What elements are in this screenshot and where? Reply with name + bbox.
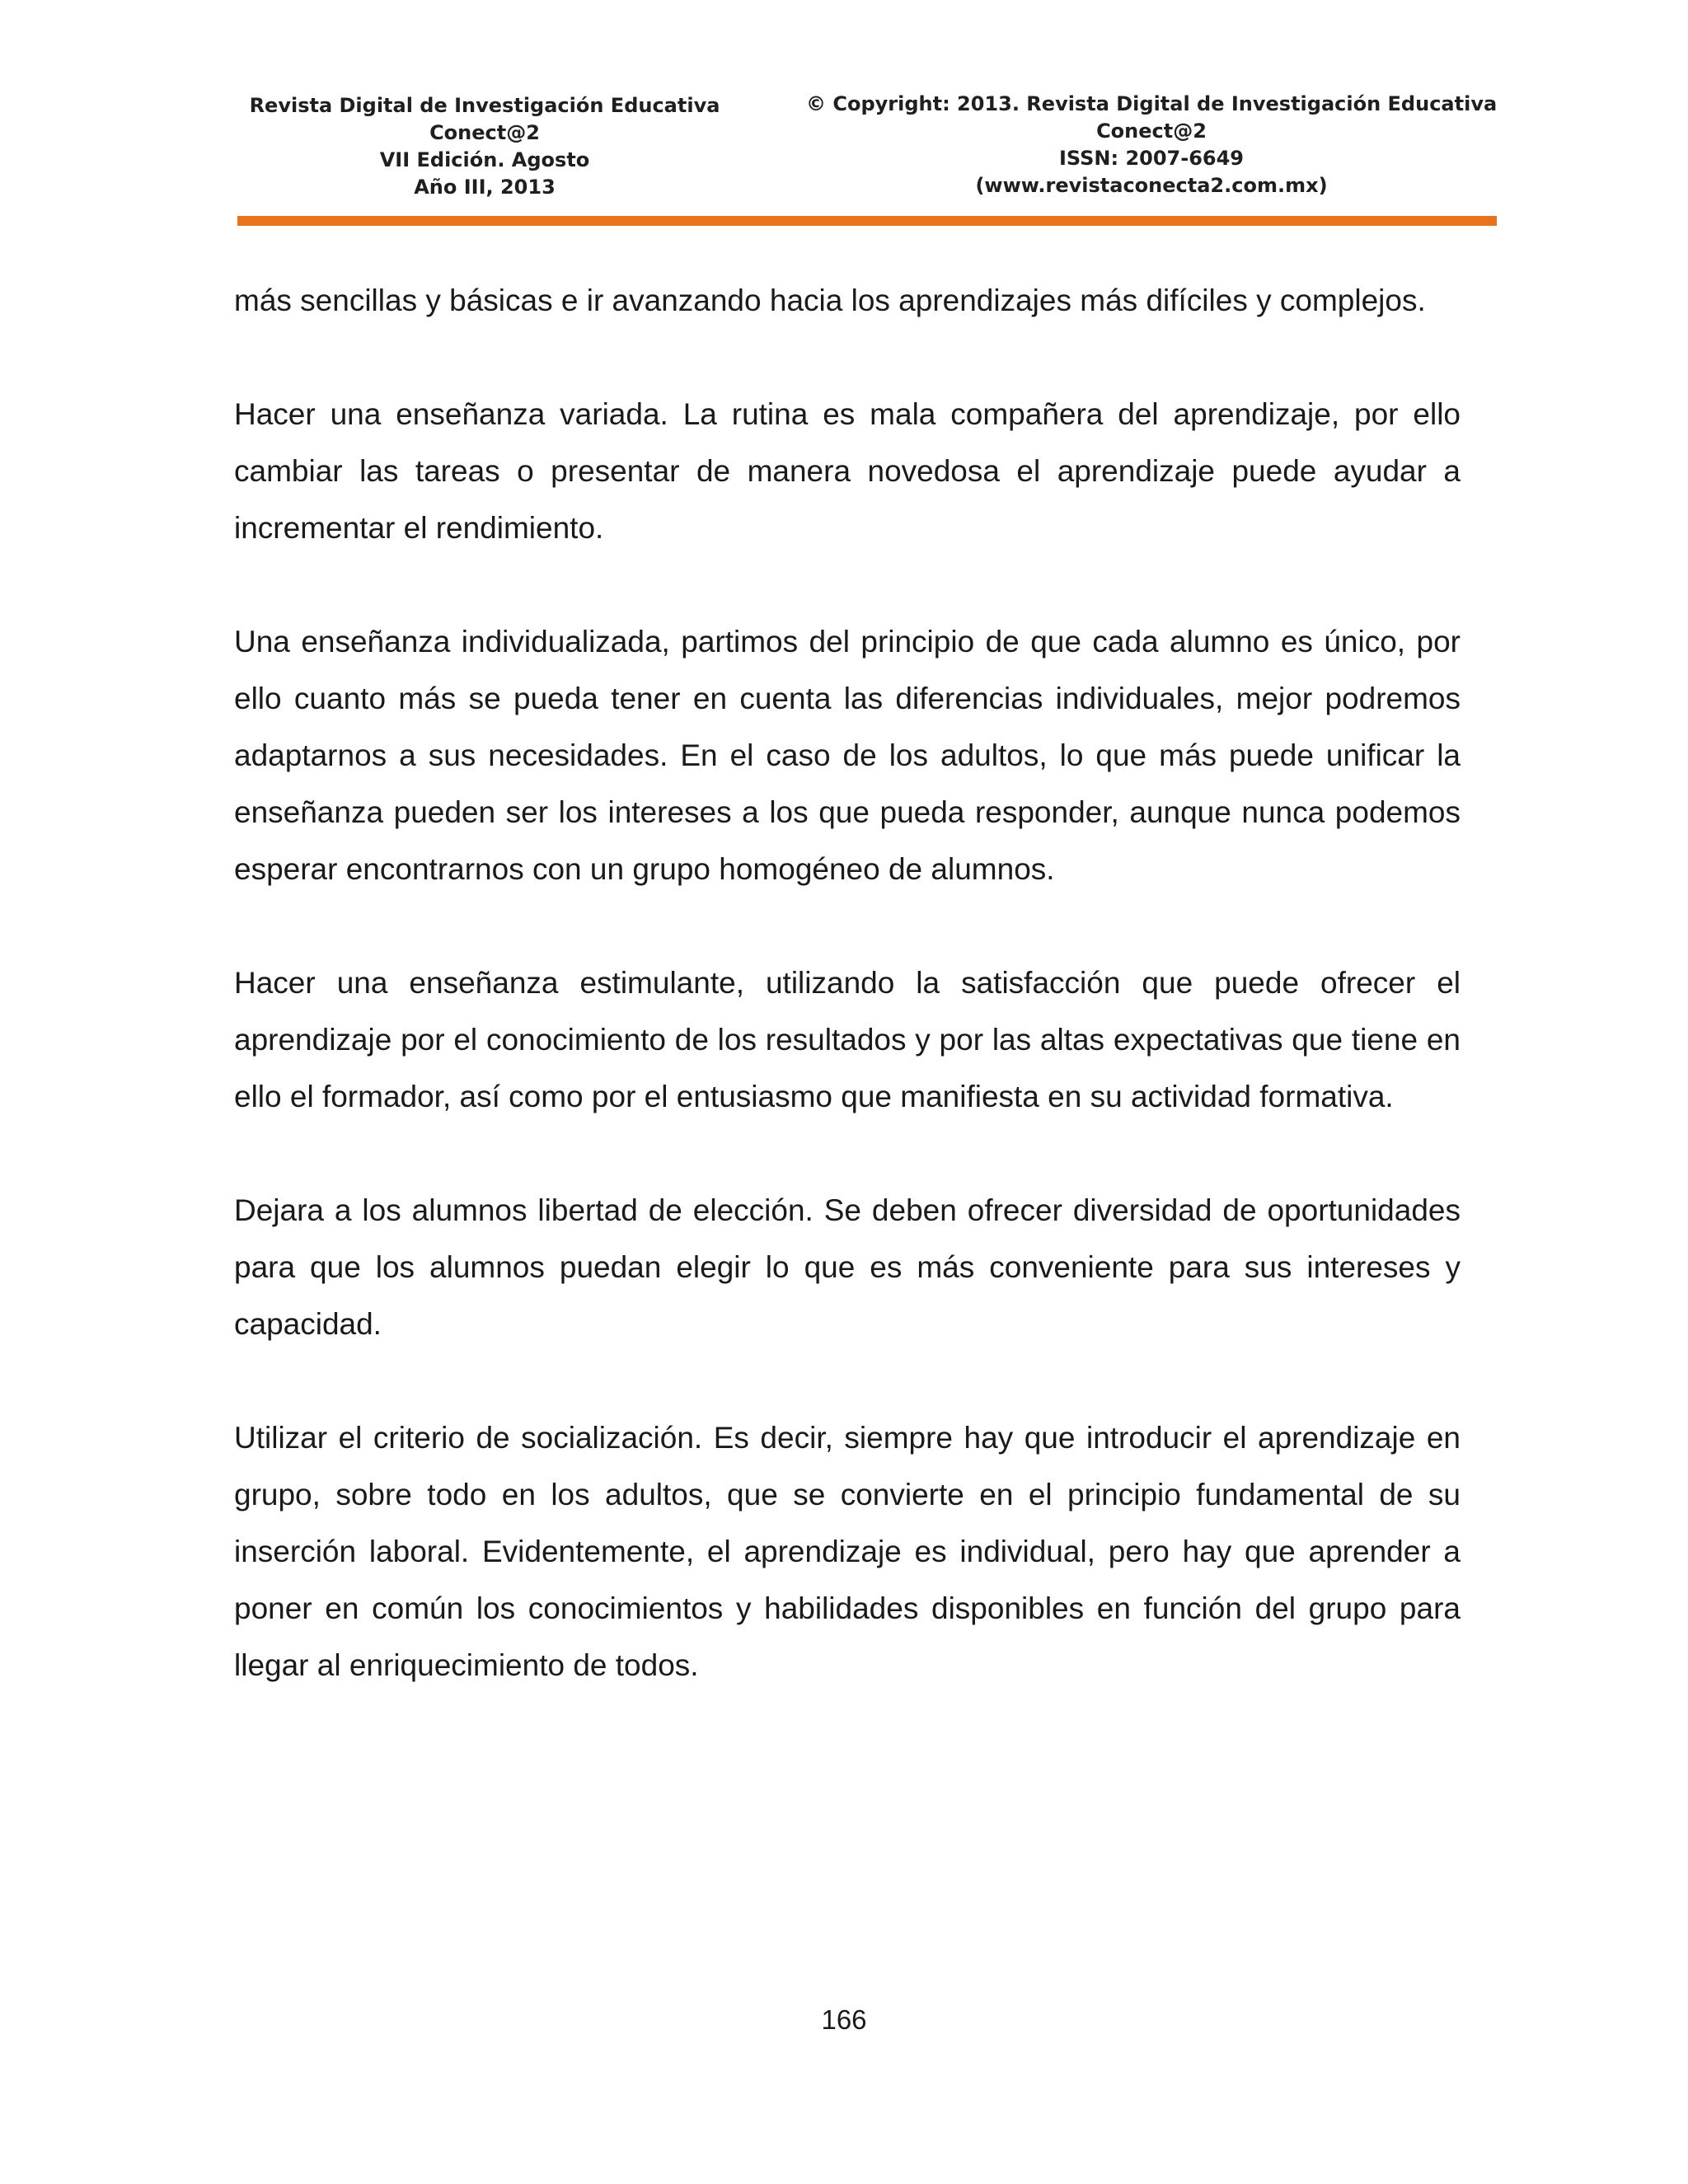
header-journal-name: Conect@2 bbox=[429, 121, 540, 144]
header-copyright: © Copyright: 2013. Revista Digital de Investigación Educativa bbox=[806, 92, 1498, 115]
paragraph-3: Una enseñanza individualizada, partimos del principio de que cada alumno es único, por ello cuanto más se pueda tener en cuenta las diferencias individuales, mejor podremos adaptarnos a sus necesidades. En el caso de los adultos, lo que más puede unificar la enseñanza pueden ser los intereses a los que pueda responder, aunque nunca podemos esperar encontrarnos con un grupo homogéneo de alumnos. bbox=[234, 625, 1461, 886]
paragraph-2: Hacer una enseñanza variada. La rutina es mala compañera del aprendizaje, por ello cambiar las tareas o presentar de manera novedosa el aprendizaje puede ayudar a incrementar el rendimiento. bbox=[234, 397, 1461, 545]
paragraph-6: Utilizar el criterio de socialización. Es decir, siempre hay que introducir el aprendizaje en grupo, sobre todo en los adultos, que se convierte en el principio fundamental de su inserción laboral. Evidentemente, el aprendizaje es individual, pero hay que aprender a poner en común los conocimientos y habilidades disponibles en función del grupo para llegar al enriquecimiento de todos. bbox=[234, 1421, 1461, 1682]
header-divider bbox=[237, 216, 1497, 226]
page-header bbox=[237, 92, 1497, 216]
header-website: (www.revistaconecta2.com.mx) bbox=[975, 174, 1328, 197]
paragraph-5: Dejara a los alumnos libertad de elección. Se deben ofrecer diversidad de oportunidades para que los alumnos puedan elegir lo que es más conveniente para sus intereses y capacidad. bbox=[234, 1193, 1461, 1341]
header-journal-info bbox=[237, 92, 732, 201]
header-copyright-journal: Conect@2 bbox=[1096, 120, 1207, 143]
paragraph-4: Hacer una enseñanza estimulante, utilizando la satisfacción que puede ofrecer el aprendizaje por el conocimiento de los resultados y por las altas expectativas que tiene en ello el formador, así como por el entusiasmo que manifiesta en su actividad formativa. bbox=[234, 966, 1461, 1113]
header-copyright-info bbox=[806, 91, 1497, 199]
header-year: Año III, 2013 bbox=[414, 176, 556, 199]
page-number: 166 bbox=[821, 2004, 867, 2035]
header-journal-title: Revista Digital de Investigación Educativa bbox=[249, 94, 720, 117]
article-body bbox=[234, 272, 1461, 1694]
header-issn: ISSN: 2007-6649 bbox=[1058, 147, 1244, 170]
paragraph-1: más sencillas y básicas e ir avanzando hacia los aprendizajes más difíciles y complejos. bbox=[234, 284, 1426, 317]
header-edition: VII Edición. Agosto bbox=[379, 148, 590, 171]
